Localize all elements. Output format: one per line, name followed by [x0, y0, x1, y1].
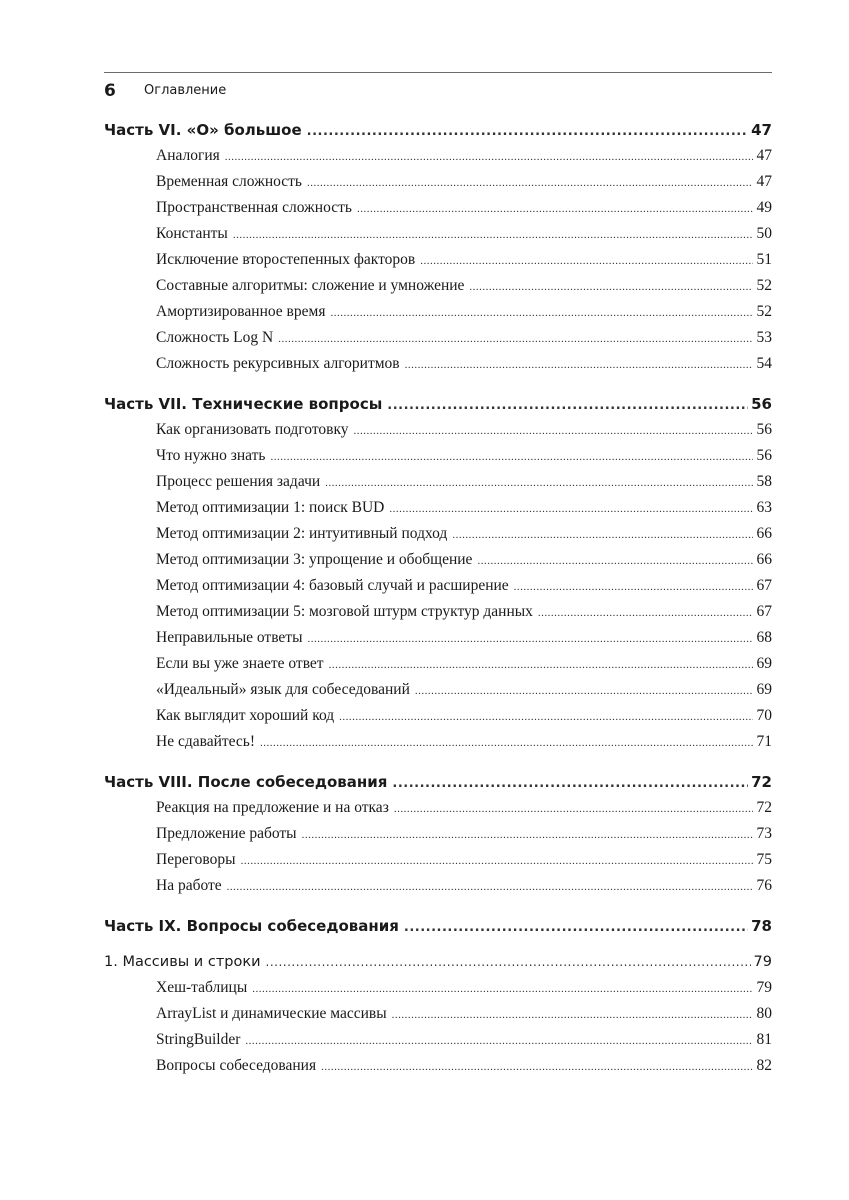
toc-entry-part: [104, 117, 772, 143]
toc-entry-title: Метод оптимизации 2: интуитивный подход: [156, 525, 448, 542]
dot-leader: [225, 144, 753, 169]
dot-leader: [252, 976, 753, 1001]
toc-entry-page: 73: [756, 825, 772, 842]
toc-entry-section: [104, 847, 772, 873]
toc-entry-title: Сложность Log N: [156, 329, 274, 346]
toc-entry-section: [104, 573, 772, 599]
dot-leader: [538, 600, 753, 625]
toc-entry-page: 72: [751, 773, 772, 791]
toc-entry-title: Переговоры: [156, 851, 236, 868]
toc-entry-part: [104, 391, 772, 417]
toc-entry-page: 56: [756, 421, 772, 438]
toc-entry-page: 76: [756, 877, 772, 894]
dot-leader: [452, 522, 753, 547]
toc-entry-part: [104, 769, 772, 795]
toc-entry-section: [104, 273, 772, 299]
toc-entry-section: [104, 221, 772, 247]
dot-leader: [392, 1002, 753, 1027]
toc-entry-title: Часть IX. Вопросы собеседования: [104, 917, 399, 935]
toc-entry-title: Реакция на предложение и на отказ: [156, 799, 389, 816]
toc-entry-page: 80: [756, 1005, 772, 1022]
page: [104, 72, 772, 1079]
toc-entry-title: Как выглядит хороший код: [156, 707, 335, 724]
toc-entry-section: [104, 1053, 772, 1079]
dot-leader: [325, 470, 753, 495]
table-of-contents: [104, 117, 772, 1079]
dot-leader: [307, 119, 748, 143]
toc-entry-page: 81: [756, 1031, 772, 1048]
toc-entry-section: [104, 795, 772, 821]
toc-entry-title: Процесс решения задачи: [156, 473, 321, 490]
toc-entry-title: Часть VII. Технические вопросы: [104, 395, 383, 413]
toc-entry-section: [104, 599, 772, 625]
dot-leader: [477, 548, 753, 573]
running-head: [104, 72, 772, 103]
toc-entry-section: [104, 247, 772, 273]
dot-leader: [227, 874, 753, 899]
dot-leader: [339, 704, 753, 729]
toc-entry-page: 58: [756, 473, 772, 490]
page-number: 6: [104, 81, 116, 101]
toc-entry-section: [104, 495, 772, 521]
toc-entry-title: Метод оптимизации 4: базовый случай и расширение: [156, 577, 509, 594]
toc-entry-section: [104, 703, 772, 729]
toc-entry-section: [104, 1027, 772, 1053]
toc-entry-title: Аналогия: [156, 147, 220, 164]
dot-leader: [266, 949, 751, 975]
toc-entry-page: 71: [756, 733, 772, 750]
toc-entry-page: 67: [756, 577, 772, 594]
toc-entry-section: [104, 351, 772, 377]
toc-entry-title: Метод оптимизации 3: упрощение и обобщение: [156, 551, 473, 568]
dot-leader: [307, 170, 753, 195]
toc-entry-title: Метод оптимизации 1: поиск BUD: [156, 499, 385, 516]
toc-entry-page: 66: [756, 551, 772, 568]
dot-leader: [394, 796, 753, 821]
toc-entry-title: Временная сложность: [156, 173, 302, 190]
toc-entry-page: 66: [756, 525, 772, 542]
toc-entry-section: [104, 729, 772, 755]
toc-entry-section: [104, 1001, 772, 1027]
dot-leader: [387, 393, 748, 417]
toc-entry-title: Как организовать подготовку: [156, 421, 349, 438]
dot-leader: [354, 418, 753, 443]
toc-entry-section: [104, 651, 772, 677]
toc-entry-title: Константы: [156, 225, 228, 242]
dot-leader: [329, 652, 753, 677]
toc-entry-title: ArrayList и динамические массивы: [156, 1005, 387, 1022]
toc-entry-page: 72: [756, 799, 772, 816]
toc-entry-section: [104, 469, 772, 495]
toc-entry-page: 56: [751, 395, 772, 413]
dot-leader: [514, 574, 753, 599]
dot-leader: [392, 771, 748, 795]
toc-entry-section: [104, 521, 772, 547]
toc-entry-section: [104, 143, 772, 169]
toc-entry-title: Предложение работы: [156, 825, 297, 842]
toc-entry-page: 79: [756, 979, 772, 996]
toc-entry-page: 47: [751, 121, 772, 139]
dot-leader: [245, 1028, 753, 1053]
toc-entry-title: Сложность рекурсивных алгоритмов: [156, 355, 400, 372]
dot-leader: [302, 822, 753, 847]
dot-leader: [260, 730, 753, 755]
dot-leader: [389, 496, 753, 521]
toc-entry-title: Вопросы собеседования: [156, 1057, 317, 1074]
toc-entry-section: [104, 169, 772, 195]
dot-leader: [420, 248, 753, 273]
toc-entry-page: 54: [756, 355, 772, 372]
toc-entry-title: Часть VI. «O» большое: [104, 121, 302, 139]
toc-entry-page: 75: [756, 851, 772, 868]
toc-entry-title: На работе: [156, 877, 222, 894]
toc-entry-page: 82: [756, 1057, 772, 1074]
toc-entry-page: 49: [756, 199, 772, 216]
toc-entry-section: [104, 325, 772, 351]
toc-entry-page: 50: [756, 225, 772, 242]
toc-entry-section: [104, 195, 772, 221]
running-title: Оглавление: [144, 83, 227, 98]
toc-entry-title: Исключение второстепенных факторов: [156, 251, 416, 268]
toc-entry-title: Не сдавайтесь!: [156, 733, 256, 750]
dot-leader: [357, 196, 753, 221]
toc-entry-section: [104, 547, 772, 573]
dot-leader: [404, 915, 748, 939]
toc-entry-page: 67: [756, 603, 772, 620]
toc-entry-section: [104, 417, 772, 443]
toc-entry-page: 70: [756, 707, 772, 724]
toc-entry-page: 47: [756, 173, 772, 190]
toc-entry-page: 68: [756, 629, 772, 646]
dot-leader: [233, 222, 753, 247]
dot-leader: [308, 626, 754, 651]
toc-entry-section: [104, 677, 772, 703]
dot-leader: [469, 274, 753, 299]
dot-leader: [330, 300, 753, 325]
dot-leader: [241, 848, 753, 873]
toc-entry-page: 52: [756, 277, 772, 294]
toc-entry-title: Пространственная сложность: [156, 199, 352, 216]
toc-entry-page: 56: [756, 447, 772, 464]
dot-leader: [321, 1054, 753, 1079]
toc-entry-page: 53: [756, 329, 772, 346]
toc-entry-page: 79: [753, 954, 772, 970]
toc-entry-section: [104, 975, 772, 1001]
toc-entry-section: [104, 443, 772, 469]
toc-entry-title: Неправильные ответы: [156, 629, 303, 646]
toc-entry-title: Часть VIII. После собеседования: [104, 773, 388, 791]
dot-leader: [405, 352, 753, 377]
toc-entry-part: [104, 913, 772, 939]
toc-entry-chapter: [104, 949, 772, 975]
toc-entry-section: [104, 625, 772, 651]
toc-entry-title: Хеш-таблицы: [156, 979, 248, 996]
toc-entry-title: 1. Массивы и строки: [104, 954, 261, 970]
toc-entry-page: 47: [756, 147, 772, 164]
toc-entry-page: 78: [751, 917, 772, 935]
toc-entry-title: Составные алгоритмы: сложение и умножение: [156, 277, 465, 294]
toc-entry-title: «Идеальный» язык для собеседований: [156, 681, 410, 698]
toc-entry-page: 69: [756, 681, 772, 698]
dot-leader: [278, 326, 753, 351]
toc-entry-title: StringBuilder: [156, 1031, 241, 1048]
toc-entry-page: 51: [756, 251, 772, 268]
toc-entry-title: Что нужно знать: [156, 447, 266, 464]
toc-entry-page: 52: [756, 303, 772, 320]
toc-entry-title: Амортизированное время: [156, 303, 326, 320]
toc-entry-title: Метод оптимизации 5: мозговой штурм структур данных: [156, 603, 533, 620]
dot-leader: [415, 678, 753, 703]
toc-entry-page: 63: [756, 499, 772, 516]
toc-entry-section: [104, 299, 772, 325]
toc-entry-section: [104, 821, 772, 847]
toc-entry-page: 69: [756, 655, 772, 672]
dot-leader: [270, 444, 753, 469]
toc-entry-section: [104, 873, 772, 899]
toc-entry-title: Если вы уже знаете ответ: [156, 655, 324, 672]
